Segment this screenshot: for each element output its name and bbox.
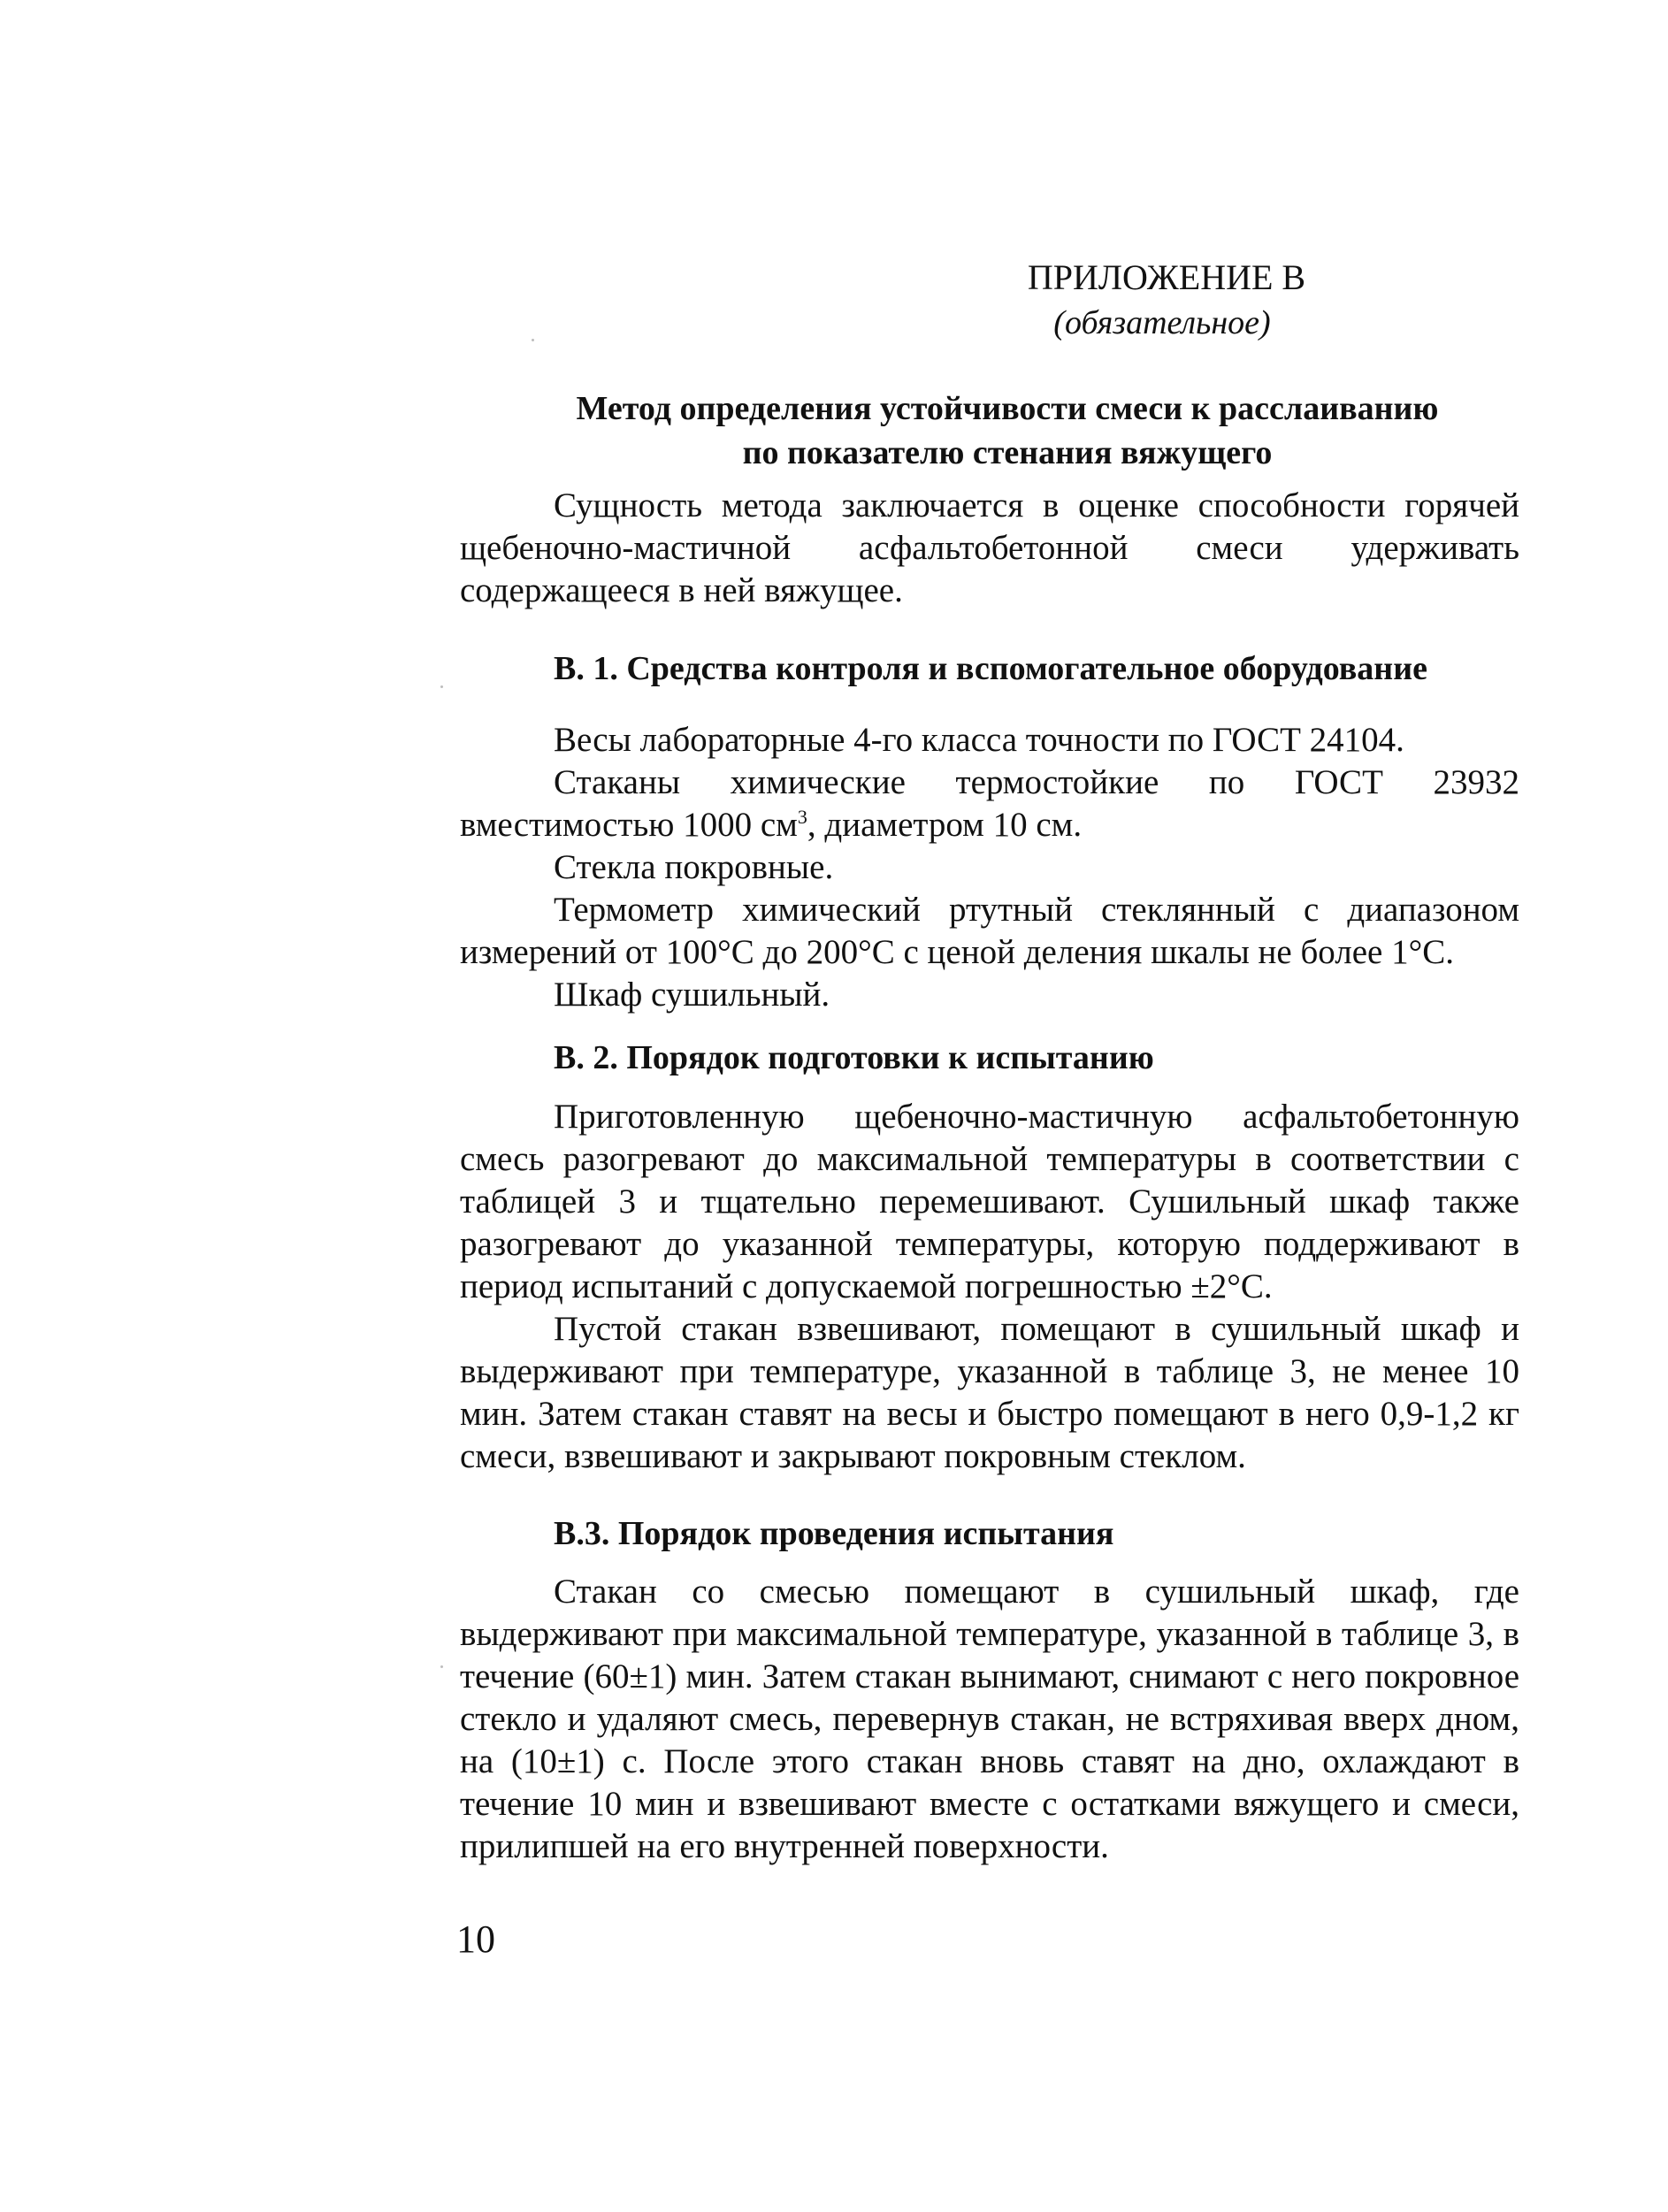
- section-b3-body: [460, 1571, 1519, 1868]
- method-title: [460, 387, 1519, 475]
- section-b1-body: [460, 719, 1519, 1016]
- method-title-line-1: Метод определения устойчивости смеси к расслаиванию: [576, 390, 1439, 427]
- page-number: 10: [456, 1917, 495, 1961]
- scales-item: Весы лабораторные 4-го класса точности по ГОСТ 24104.: [554, 721, 1404, 759]
- scan-speck: [440, 1665, 443, 1668]
- oven-item: Шкаф сушильный.: [554, 976, 830, 1014]
- thermometer-item: Термометр химический ртутный стеклянный с диапазоном измерений от 100°С до 200°С с ценой деления шкалы не более 1°С.: [460, 891, 1519, 971]
- glasses-item: [460, 762, 1519, 846]
- intro-paragraph: Сущность метода заключается в оценке способности горячей щебеночно-мастичной асфальтобетонной смеси удерживать содержащееся в ней вяжущее.: [460, 486, 1519, 609]
- glasses-tail: , диаметром 10 см.: [807, 806, 1083, 844]
- section-b3-paragraph-1: Стакан со смесью помещают в сушильный шкаф, где выдерживают при максимальной температуре, указанной в таблице 3, в течение (60±1) мин. Затем стакан вынимают, снимают с него покровное стекло и удаляют смесь, перевернув стакан, не встряхивая вверх дном, на (10±1) с. После этого стакан вновь ставят на дно, охлаждают в течение 10 мин и взвешивают вместе с остатками вяжущего и смеси, прилипшей на его внутренней поверхности.: [460, 1573, 1519, 1865]
- section-b3-heading: В.3. Порядок проведения испытания: [554, 1515, 1114, 1552]
- section-b2-paragraph-2: Пустой стакан взвешивают, помещают в сушильный шкаф и выдерживают при температуре, указанной в таблице 3, не менее 10 мин. Затем стакан ставят на весы и быстро помещают в него 0,9-1,2 кг смеси, взвешивают и закрывают покровным стеклом.: [460, 1310, 1519, 1475]
- annex-title: ПРИЛОЖЕНИЕ В: [1027, 257, 1306, 297]
- covers-item: Стекла покровные.: [554, 848, 834, 886]
- annex-status: (обязательное): [1053, 304, 1271, 341]
- intro-paragraph-block: [460, 485, 1519, 612]
- glasses-text: Стаканы химические термостойкие по ГОСТ 23932 вместимостью 1000 см: [460, 763, 1519, 844]
- section-b1-heading: В. 1. Средства контроля и вспомогательное оборудование: [554, 650, 1427, 687]
- scan-speck: [440, 685, 443, 688]
- method-title-line-2: по показателю стенания вяжущего: [742, 434, 1273, 471]
- section-b2-heading: В. 2. Порядок подготовки к испытанию: [554, 1039, 1154, 1076]
- glasses-superscript: 3: [797, 806, 807, 828]
- section-b2-paragraph-1: Приготовленную щебеночно-мастичную асфальтобетонную смесь разогревают до максимальной температуры в соответствии с таблицей 3 и тщательно перемешивают. Сушильный шкаф также разогревают до указанной температуры, которую поддерживают в период испытаний с допускаемой погрешностью ±2°С.: [460, 1098, 1519, 1305]
- section-b2-body: [460, 1096, 1519, 1478]
- scan-speck: [532, 339, 534, 341]
